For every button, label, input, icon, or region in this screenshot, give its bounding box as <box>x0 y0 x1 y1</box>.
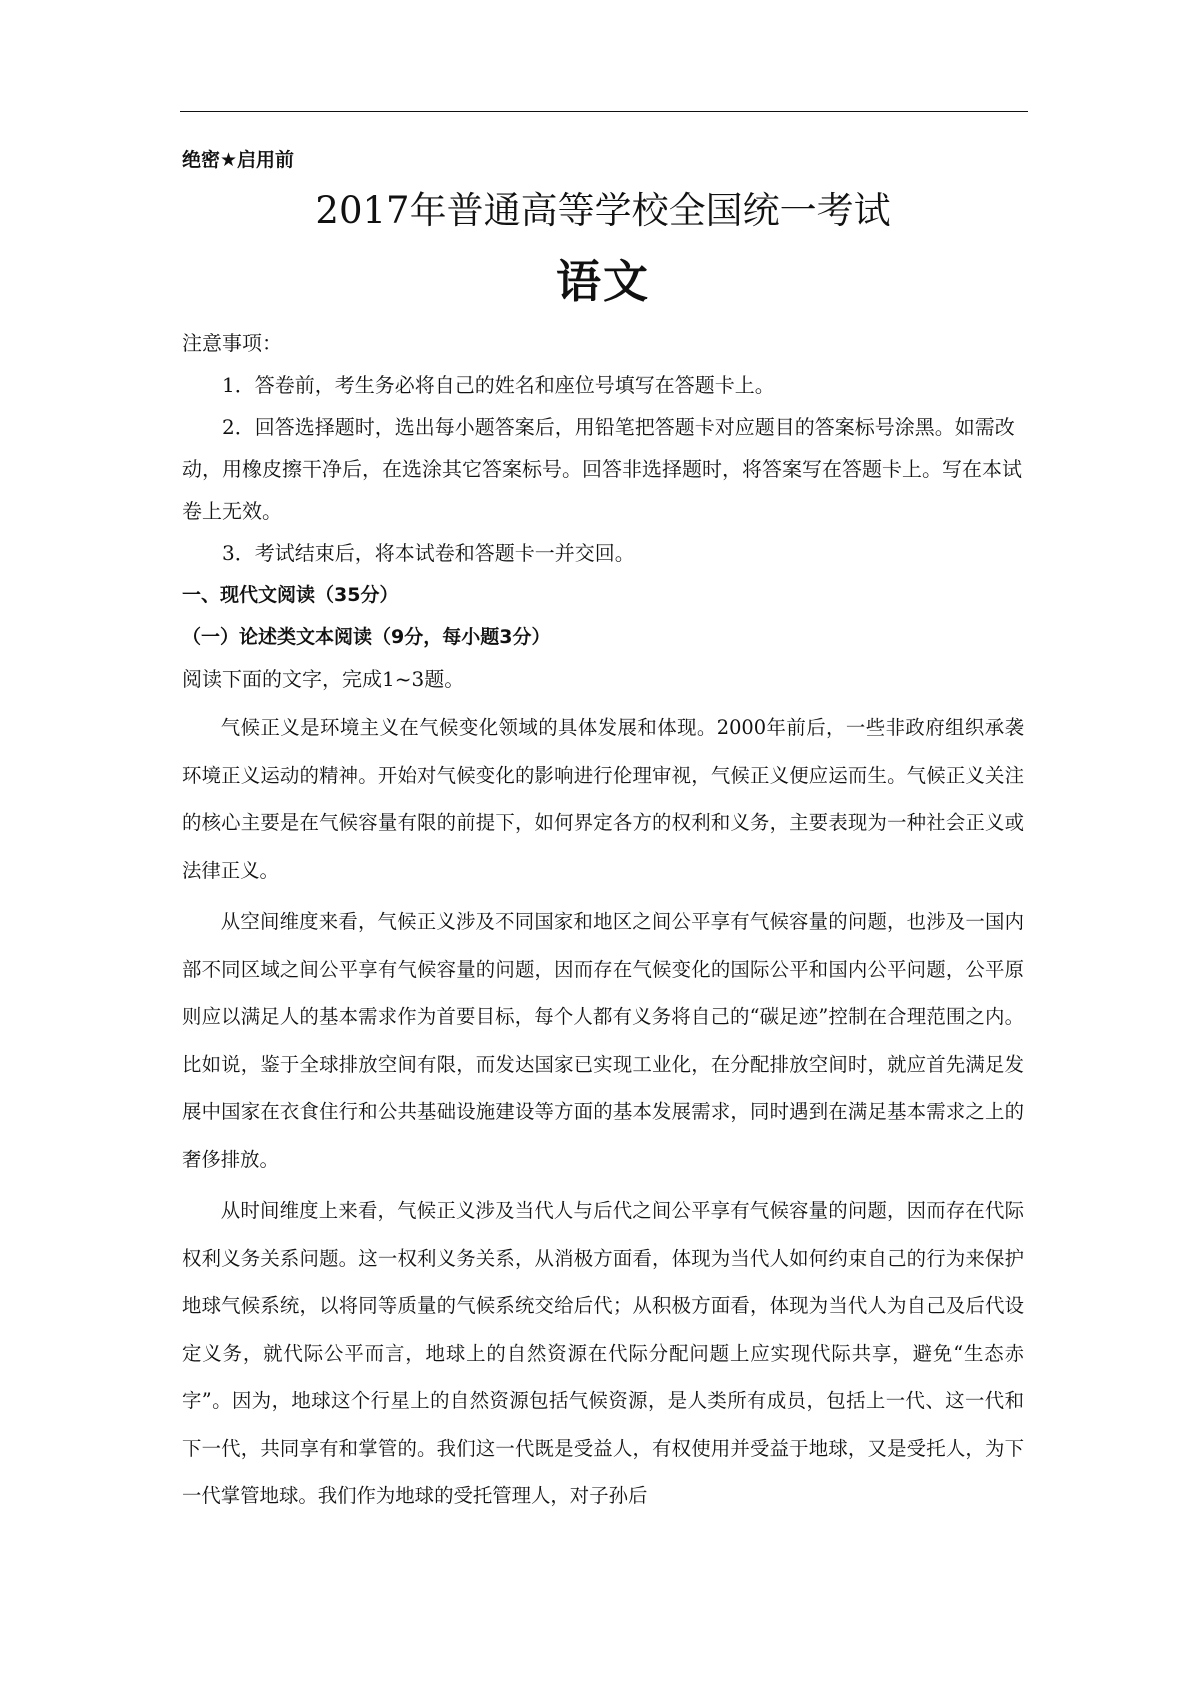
passage-paragraph-2: 从空间维度来看，气候正义涉及不同国家和地区之间公平享有气候容量的问题，也涉及一国内部不同区域之间公平享有气候容量的问题，因而存在气候变化的国际公平和国内公平问题，公平原则应以满足人的基本需求作为首要目标，每个人都有义务将自己的“碳足迹”控制在合理范围之内。比如说，鉴于全球排放空间有限，而发达国家已实现工业化，在分配排放空间时，就应首先满足发展中国家在衣食住行和公共基础设施建设等方面的基本发展需求，同时遇到在满足基本需求之上的奢侈排放。 <box>182 910 1024 1171</box>
reading-passage <box>182 704 1024 1520</box>
exam-page <box>182 140 1024 1520</box>
exam-title: 2017年普通高等学校全国统一考试 <box>315 189 891 232</box>
notes-item-1: 1．答卷前，考生务必将自己的姓名和座位号填写在答题卡上。 <box>222 373 775 397</box>
notes-section <box>182 322 1024 574</box>
notes-heading: 注意事项： <box>182 331 282 355</box>
confidential-label: 绝密★启用前 <box>182 149 295 171</box>
notes-item-2: 2．回答选择题时，选出每小题答案后，用铅笔把答题卡对应题目的答案标号涂黑。如需改动，用橡皮擦干净后，在选涂其它答案标号。回答非选择题时，将答案写在答题卡上。写在本试卷上无效。 <box>182 415 1022 523</box>
notes-item-3: 3．考试结束后，将本试卷和答题卡一并交回。 <box>222 541 635 565</box>
section-title: 一、现代文阅读（35分） <box>182 584 399 606</box>
top-rule <box>180 111 1028 112</box>
section-subtitle: （一）论述类文本阅读（9分，每小题3分） <box>182 626 551 648</box>
passage-paragraph-1: 气候正义是环境主义在气候变化领域的具体发展和体现。2000年前后，一些非政府组织承袭环境正义运动的精神。开始对气候变化的影响进行伦理审视，气候正义便应运而生。气候正义关注的核心主要是在气候容量有限的前提下，如何界定各方的权利和义务，主要表现为一种社会正义或法律正义。 <box>182 716 1024 882</box>
passage-paragraph-3: 从时间维度上来看，气候正义涉及当代人与后代之间公平享有气候容量的问题，因而存在代际权利义务关系问题。这一权利义务关系，从消极方面看，体现为当代人如何约束自己的行为来保护地球气候系统，以将同等质量的气候系统交给后代；从积极方面看，体现为当代人为自己及后代设定义务，就代际公平而言，地球上的自然资源在代际分配问题上应实现代际共享，避免“生态赤字”。因为，地球这个行星上的自然资源包括气候资源，是人类所有成员，包括上一代、这一代和下一代，共同享有和掌管的。我们这一代既是受益人，有权使用并受益于地球，又是受托人，为下一代掌管地球。我们作为地球的受托管理人，对子孙后 <box>182 1199 1024 1507</box>
subject-title: 语文 <box>555 255 650 308</box>
section-instruction: 阅读下面的文字，完成1~3题。 <box>182 667 465 691</box>
